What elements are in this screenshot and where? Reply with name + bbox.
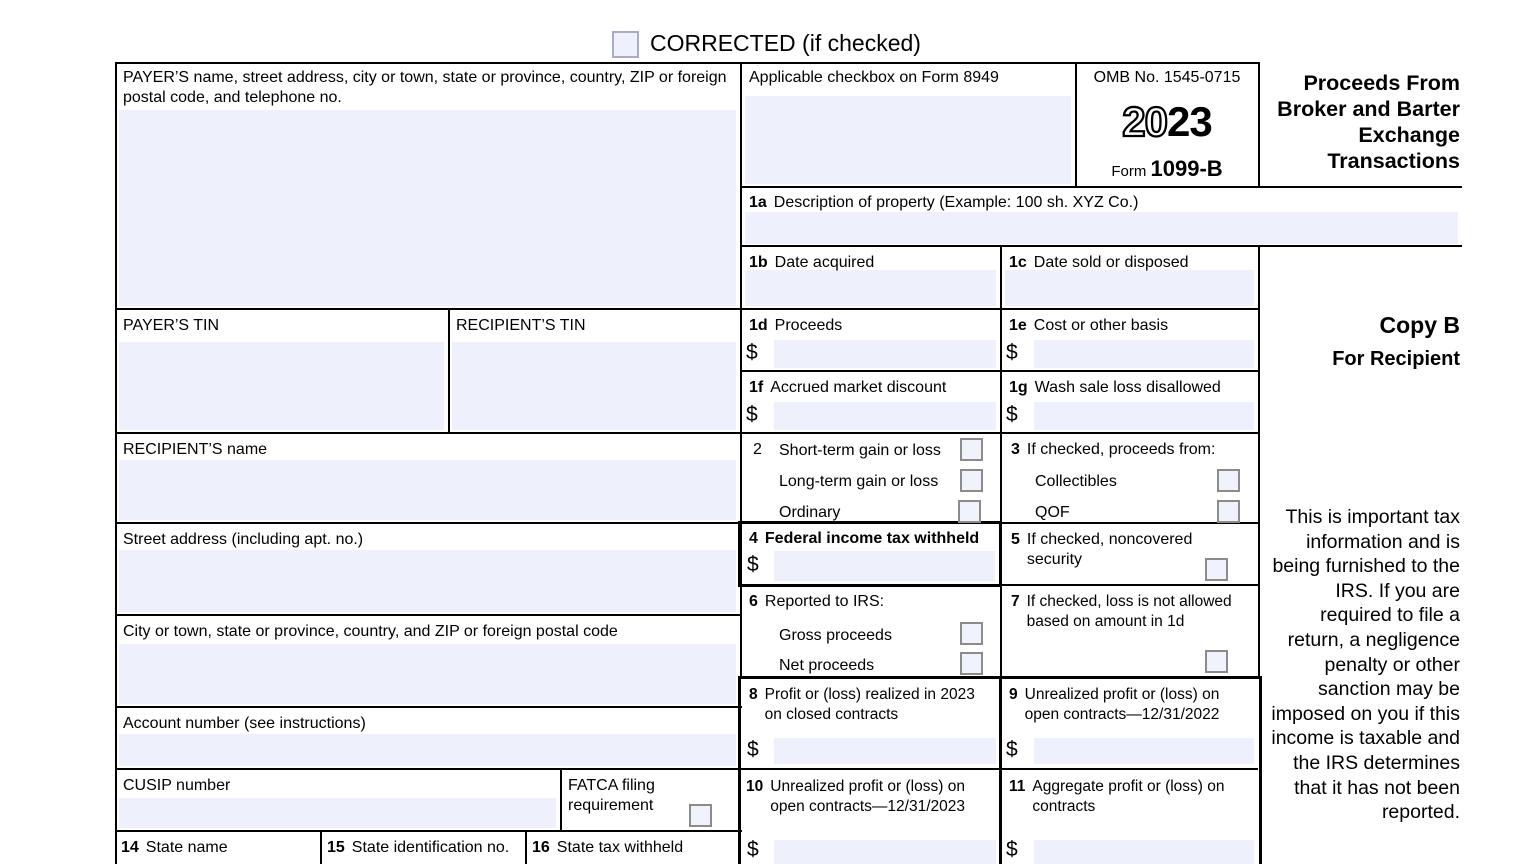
- box-1e-dollar: $: [1006, 341, 1018, 364]
- payer-info-label: PAYER’S name, street address, city or town, state or province, country, ZIP or foreign postal code, and telephone no.: [123, 69, 727, 107]
- box-1a-label: 1a Description of property (Example: 100 sh. XYZ Co.): [749, 194, 1139, 211]
- box-14-number: 14: [121, 839, 139, 856]
- loss-not-allowed-checkbox[interactable]: [1205, 650, 1228, 673]
- box-9-dollar: $: [1006, 738, 1018, 761]
- box-1f-dollar: $: [746, 403, 758, 426]
- qof-checkbox[interactable]: [1217, 500, 1240, 523]
- payer-tin-input[interactable]: [119, 342, 444, 430]
- box-2-option-short-term: Short-term gain or loss: [779, 442, 941, 459]
- box-3-label: 3 If checked, proceeds from:: [1011, 441, 1216, 458]
- box-3-option-collectibles: Collectibles: [1035, 473, 1117, 490]
- grid-line: [115, 830, 742, 832]
- city-label: City or town, state or province, country, and ZIP or foreign postal code: [123, 623, 618, 640]
- box-10-dollar: $: [747, 838, 759, 861]
- box-7-label: 7 If checked, loss is not allowed based on amount in 1d: [1011, 593, 1232, 630]
- box-1c-label: 1c Date sold or disposed: [1009, 254, 1189, 271]
- account-number-input[interactable]: [119, 734, 736, 766]
- payer-info-input[interactable]: [119, 110, 736, 306]
- box-1b-input[interactable]: [745, 270, 996, 306]
- copy-b-label: Copy B: [1379, 312, 1460, 338]
- box-5-label: 5 If checked, noncovered security: [1011, 531, 1193, 569]
- box-10-label: 10 Unrealized profit or (loss) on open contracts—12/31/2023: [746, 778, 965, 815]
- grid-line: [740, 186, 1462, 188]
- city-input[interactable]: [119, 644, 736, 704]
- box-15-number: 15: [327, 839, 345, 856]
- box-2-option-long-term: Long-term gain or loss: [779, 473, 939, 490]
- grid-line: [448, 308, 450, 434]
- box-6-option-net: Net proceeds: [779, 657, 875, 674]
- noncovered-security-checkbox[interactable]: [1205, 558, 1228, 581]
- box-1b-label: 1b Date acquired: [749, 254, 875, 271]
- box-8-dollar: $: [747, 738, 759, 761]
- tax-year: [1077, 98, 1257, 146]
- cusip-input[interactable]: [119, 798, 556, 828]
- box-1c-input[interactable]: [1005, 270, 1254, 306]
- box-2-number: 2: [753, 441, 762, 458]
- box-16-number: 16: [532, 839, 550, 856]
- box-14-label: 14 State name: [121, 838, 313, 858]
- box-9-label: 9 Unrealized profit or (loss) on open contracts—12/31/2022: [1009, 686, 1220, 723]
- box-1e-input[interactable]: [1034, 340, 1254, 368]
- box-11-label: 11 Aggregate profit or (loss) on contracts: [1009, 778, 1225, 815]
- net-proceeds-checkbox[interactable]: [960, 652, 983, 675]
- box-1d-input[interactable]: [774, 340, 996, 368]
- fatca-label: FATCA filing requirement: [568, 777, 655, 815]
- grid-line: [115, 308, 1260, 310]
- corrected-checkbox[interactable]: [612, 31, 639, 58]
- box-1a-input[interactable]: [745, 212, 1458, 244]
- street-address-input[interactable]: [119, 550, 736, 612]
- tax-year-solid: 23: [1167, 98, 1212, 145]
- for-recipient-label: For Recipient: [1332, 348, 1460, 370]
- box-16-label: 16 State tax withheld: [532, 838, 737, 858]
- payer-tin-label: PAYER’S TIN: [123, 317, 220, 334]
- box-1d-dollar: $: [746, 341, 758, 364]
- long-term-checkbox[interactable]: [960, 469, 983, 492]
- box-3-option-qof: QOF: [1035, 504, 1070, 521]
- recipient-tin-label: RECIPIENT’S TIN: [456, 317, 586, 334]
- omb-number: OMB No. 1545-0715: [1093, 69, 1241, 86]
- box-1g-label: 1g Wash sale loss disallowed: [1009, 379, 1221, 396]
- grid-line: [320, 830, 322, 864]
- box-1d-label: 1d Proceeds: [749, 317, 843, 334]
- box-1f-input[interactable]: [774, 402, 996, 430]
- collectibles-checkbox[interactable]: [1217, 469, 1240, 492]
- form-title: Proceeds From Broker and Barter Exchange Transactions: [1277, 71, 1460, 173]
- grid-line: [525, 830, 527, 864]
- gross-proceeds-checkbox[interactable]: [960, 622, 983, 645]
- grid-line: [115, 432, 1260, 434]
- fatca-checkbox[interactable]: [689, 804, 712, 827]
- box-1g-dollar: $: [1006, 403, 1018, 426]
- form8949-input[interactable]: [745, 96, 1071, 184]
- grid-line: [560, 768, 562, 832]
- form-number: Form 1099-B: [1111, 156, 1223, 181]
- grid-line: [115, 522, 1260, 524]
- grid-line: [115, 706, 742, 708]
- box-6-label: 6 Reported to IRS:: [749, 593, 885, 610]
- ordinary-checkbox[interactable]: [958, 500, 981, 523]
- box-4-dollar: $: [747, 553, 759, 576]
- box-4-label: 4 Federal income tax withheld: [749, 530, 980, 547]
- box-1e-label: 1e Cost or other basis: [1009, 317, 1169, 334]
- grid-line: [115, 62, 117, 864]
- recipient-name-label: RECIPIENT’S name: [123, 441, 268, 458]
- grid-line: [115, 62, 1260, 64]
- box-15-label: 15 State identification no.: [327, 838, 522, 858]
- cusip-label: CUSIP number: [123, 777, 231, 794]
- form8949-label: Applicable checkbox on Form 8949: [749, 69, 999, 86]
- street-address-label: Street address (including apt. no.): [123, 531, 364, 548]
- box-11-dollar: $: [1006, 838, 1018, 861]
- recipient-notice: This is important tax information and is being furnished to the IRS. If you are required to file a return, a negligence penalty or other sanction may be imposed on you if this income is taxable and the IRS determines that it has not been reported.: [1271, 506, 1460, 824]
- account-number-label: Account number (see instructions): [123, 715, 366, 732]
- grid-line: [115, 614, 742, 616]
- grid-line: [115, 768, 742, 770]
- box-6-option-gross: Gross proceeds: [779, 627, 892, 644]
- grid-line: [740, 245, 1462, 247]
- box-8-label: 8 Profit or (loss) realized in 2023 on closed contracts: [749, 686, 975, 723]
- corrected-label: CORRECTED (if checked): [650, 30, 921, 56]
- box-1g-input[interactable]: [1034, 402, 1254, 430]
- recipient-tin-input[interactable]: [452, 342, 736, 430]
- box-1f-label: 1f Accrued market discount: [749, 379, 947, 396]
- grid-line: [1000, 245, 1002, 678]
- box-2-option-ordinary: Ordinary: [779, 504, 841, 521]
- recipient-name-input[interactable]: [119, 460, 736, 520]
- short-term-checkbox[interactable]: [960, 438, 983, 461]
- tax-year-outline: 20: [1122, 98, 1167, 145]
